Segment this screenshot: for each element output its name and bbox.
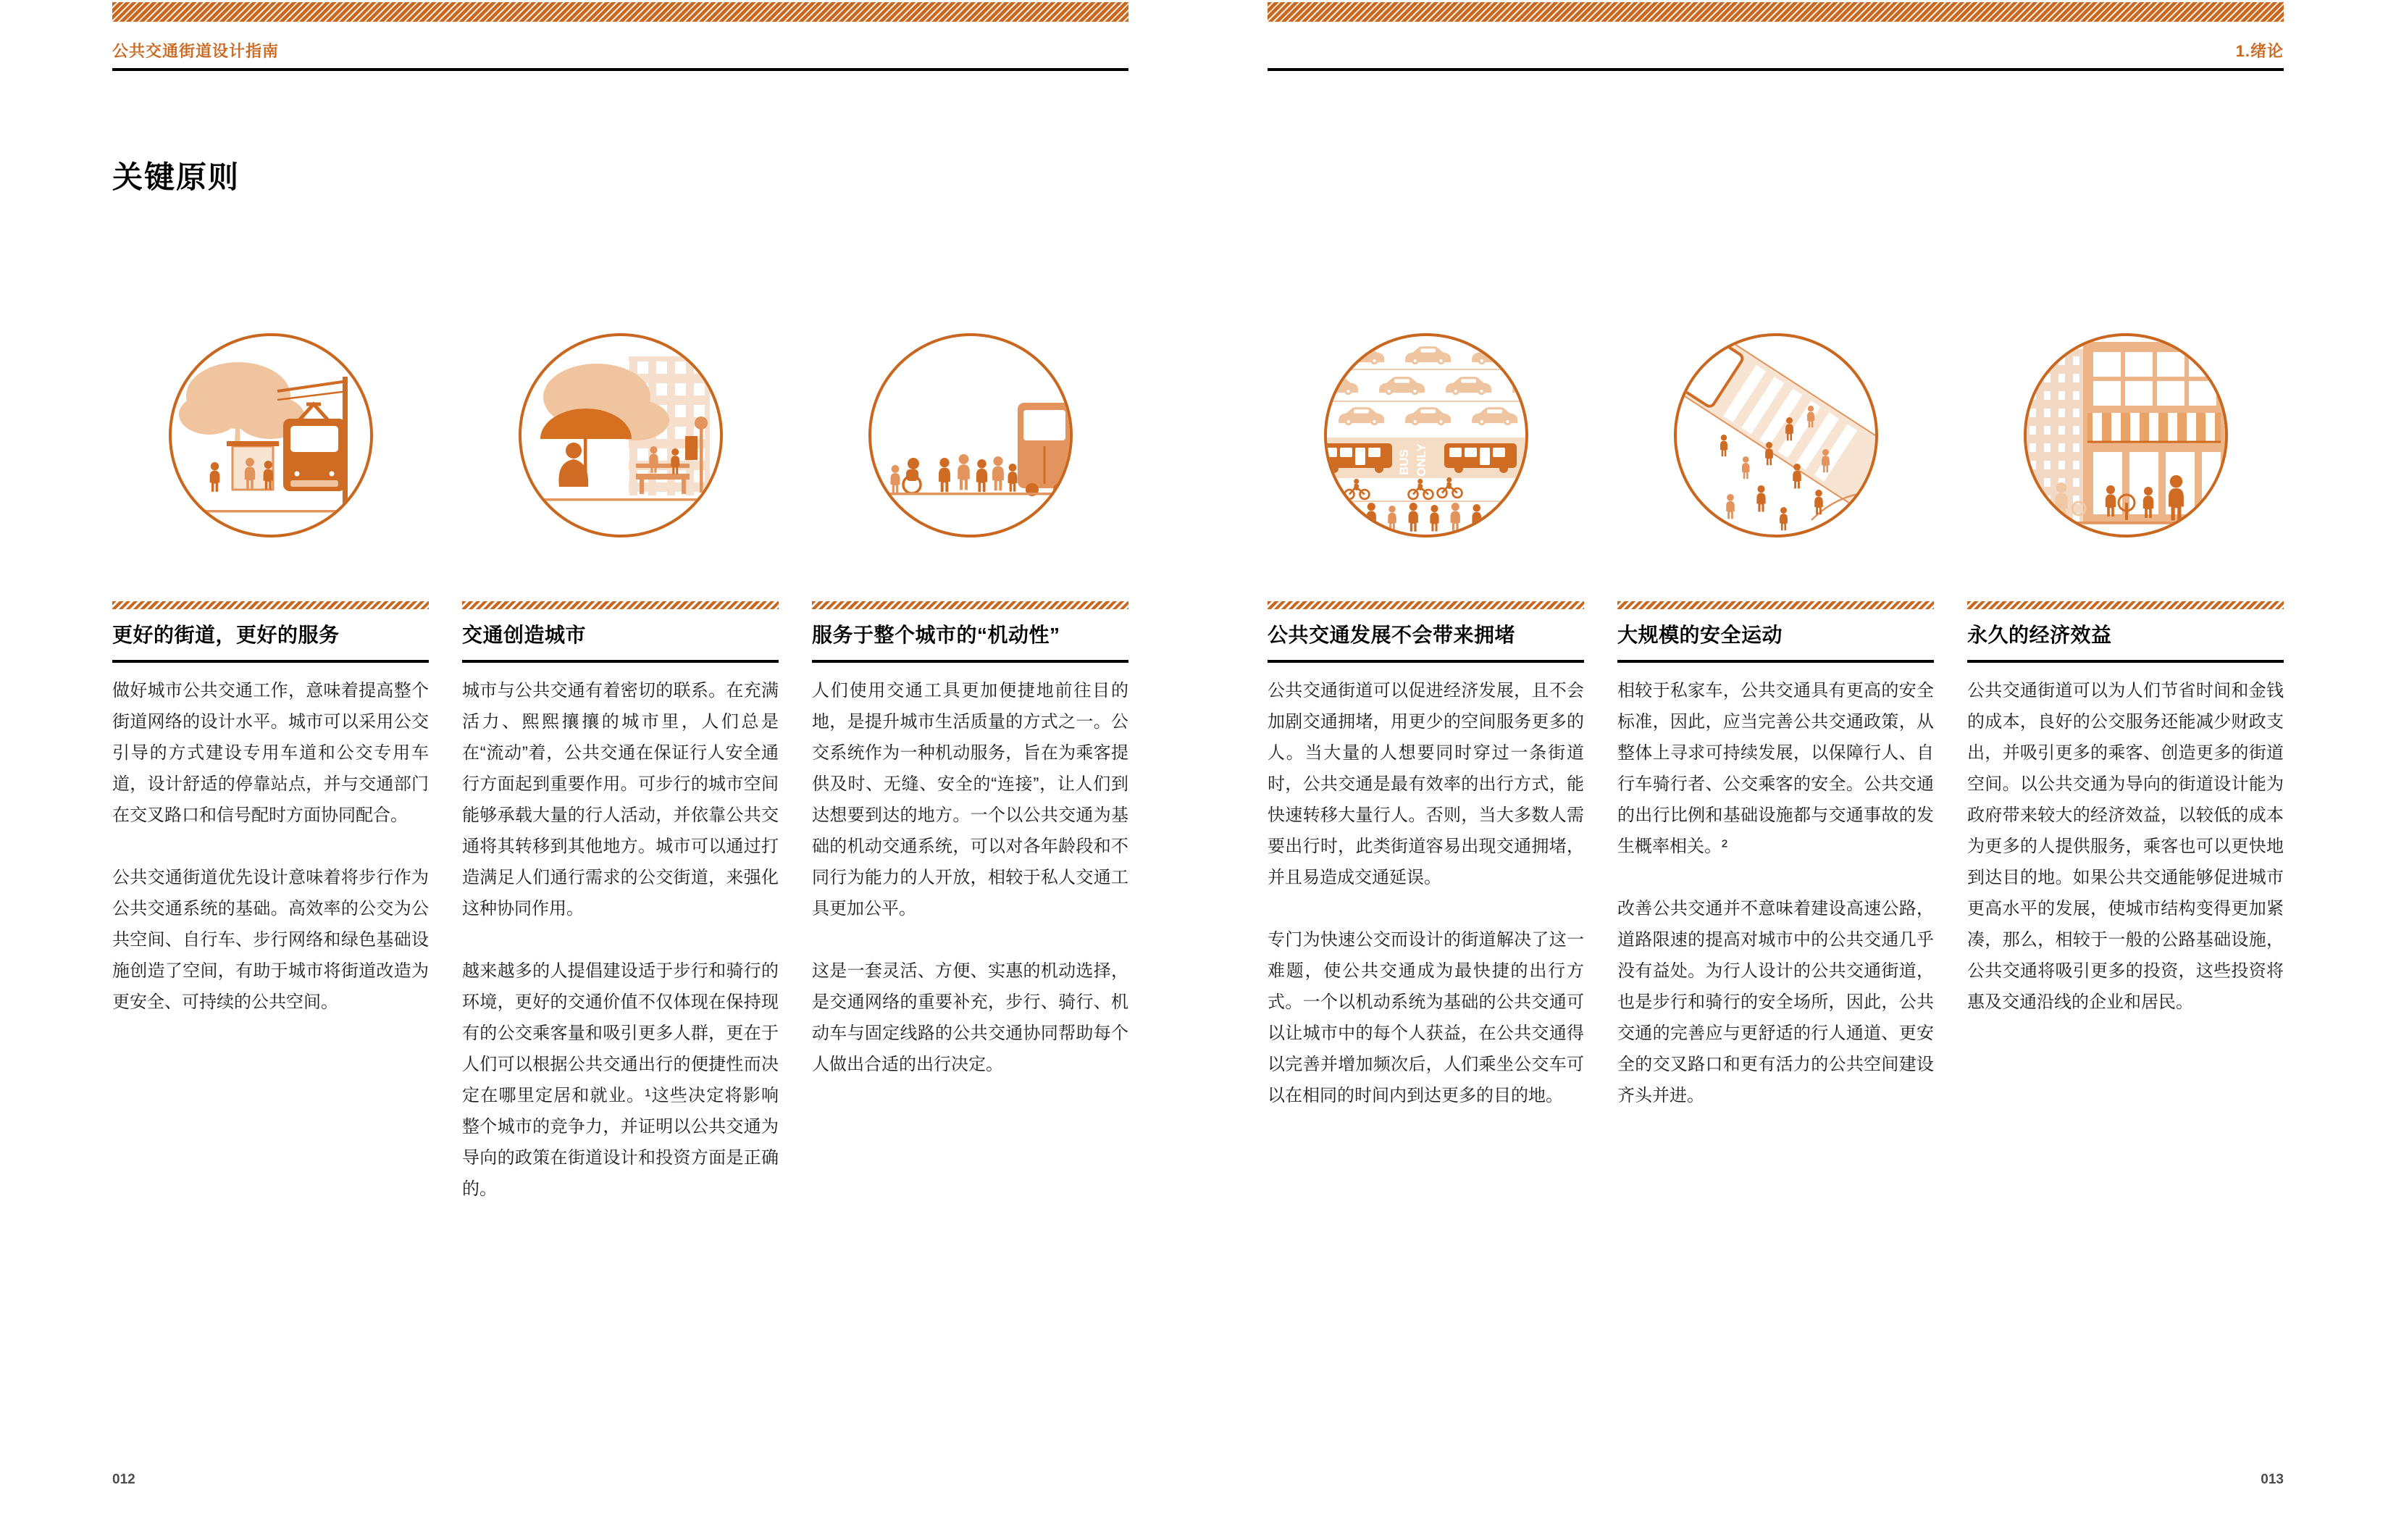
running-header-left: 公共交通街道设计指南	[112, 42, 280, 60]
section-hatch-bar	[462, 601, 779, 609]
section-paragraph: 这是一套灵活、方便、实惠的机动选择，是交通网络的重要补充，步行、骑行、机动车与固定线路的公共交通协同帮助每个人做出合适的出行决定。	[812, 961, 1128, 1074]
section-hatch-bar	[1967, 601, 2284, 609]
running-header-right: 1.绪论	[2235, 42, 2284, 60]
intersection-illustration	[1674, 333, 1878, 537]
intersection-crosswalk-icon	[1677, 336, 1875, 535]
storefront-illustration	[2024, 333, 2228, 537]
storefront-cafe-icon	[2027, 336, 2225, 535]
transit-stop-illustration	[868, 333, 1073, 537]
bus-lane-word: ONLY	[1414, 443, 1428, 477]
section-better-streets	[112, 333, 429, 1205]
section-hatch-bar	[1617, 601, 1934, 609]
section-paragraph: 公共交通街道可以为人们节省时间和金钱的成本，良好的公交服务还能减少财政支出，并吸引更多的乘客、创造更多的街道空间。以公共交通为导向的街道设计能为政府带来较大的经济效益，以较低的成本为更多的人提供服务，乘客也可以更快地到达目的地。如果公共交通能够促进城市更高水平的发展，使城市结构变得更加紧凑，那么，相较于一般的公路基础设施，公共交通将吸引更多的投资，这些投资将惠及交通沿线的企业和居民。	[1967, 681, 2284, 1012]
section-rule	[1617, 660, 1934, 663]
bus-lane-word: BUS	[1396, 449, 1411, 475]
section-paragraph: 改善公共交通并不意味着建设高速公路，道路限速的提高对城市中的公共交通几乎没有益处。为行人设计的公共交通街道，也是步行和骑行的安全场所，因此，公共交通的完善应与更舒适的行人通道、更安全的交叉路口和更有活力的公共空间建设齐头并进。	[1617, 899, 1934, 1105]
section-rule	[812, 660, 1128, 663]
page-left	[112, 0, 1128, 1540]
bus-only-lane-icon	[1327, 336, 1525, 535]
section-hatch-bar	[812, 601, 1128, 609]
section-citywide-mobility	[812, 333, 1128, 1205]
section-rule	[1268, 660, 1584, 663]
header-rule	[1268, 68, 2284, 71]
section-paragraph: 人们使用交通工具更加便捷地前往目的地，是提升城市生活质量的方式之一。公交系统作为一种机动服务，旨在为乘客提供及时、无缝、安全的“连接”，让人们到达想要到达的地方。一个以公共交通为基础的机动交通系统，可以对各年龄段和不同行为能力的人开放，相较于私人交通工具更加公平。	[812, 681, 1128, 918]
bus-lane-illustration	[1324, 333, 1528, 537]
left-columns	[112, 333, 1128, 1205]
section-rule	[1967, 660, 2284, 663]
top-hatch-bar	[112, 2, 1128, 22]
section-rule	[112, 660, 429, 663]
page-number-left: 012	[112, 1472, 135, 1487]
section-economic-benefits	[1967, 333, 2284, 1111]
section-paragraph: 公共交通街道优先设计意味着将步行作为公共交通系统的基础。高效率的公交为公共空间、自行车、步行网络和绿色基础设施创造了空间，有助于城市将街道改造为更安全、可持续的公共空间。	[112, 868, 429, 1012]
section-paragraph: 做好城市公共交通工作，意味着提高整个街道网络的设计水平。城市可以采用公交引导的方式建设专用车道和公交专用车道，设计舒适的停靠站点，并与交通部门在交叉路口和信号配时方面协同配合。	[112, 681, 429, 825]
section-paragraph: 城市与公共交通有着密切的联系。在充满活力、熙熙攘攘的城市里，人们总是在“流动”着，公共交通在保证行人安全通行方面起到重要作用。可步行的城市空间能够承载大量的行人活动，并依靠公共交通将其转移到其他地方。城市可以通过打造满足人们通行需求的公交街道，来强化这种协同作用。	[462, 681, 779, 918]
tram-stop-illustration	[169, 333, 373, 537]
section-paragraph: 公共交通街道可以促进经济发展，且不会加剧交通拥堵，用更少的空间服务更多的人。当大量的人想要同时穿过一条街道时，公共交通是最有效率的出行方式，能快速转移大量行人。否则，当大多数人需要出行时，此类街道容易出现交通拥堵，并且易造成交通延误。	[1268, 681, 1584, 887]
page-title: 关键原则	[112, 160, 240, 194]
right-columns	[1268, 333, 2284, 1111]
section-paragraph: 专门为快速公交而设计的街道解决了这一难题，使公共交通成为最快捷的出行方式。一个以机动系统为基础的公共交通可以让城市中的每个人获益，在公共交通得以完善并增加频次后，人们乘坐公交车可以在相同的时间内到达更多的目的地。	[1268, 930, 1584, 1105]
section-heading: 大规模的安全运动	[1617, 624, 1783, 646]
section-no-congestion	[1268, 333, 1584, 1111]
street-life-illustration	[519, 333, 723, 537]
top-hatch-bar	[1268, 2, 2284, 22]
section-transit-creates-cities	[462, 333, 779, 1205]
section-heading: 服务于整个城市的“机动性”	[812, 624, 1060, 646]
section-rule	[462, 660, 779, 663]
section-heading: 交通创造城市	[462, 624, 587, 646]
section-heading: 永久的经济效益	[1967, 624, 2112, 646]
section-heading: 更好的街道，更好的服务	[112, 624, 340, 646]
section-paragraph: 相较于私家车，公共交通具有更高的安全标准，因此，应当完善公共交通政策，从整体上寻求可持续发展，以保障行人、自行车骑行者、公交乘客的安全。公共交通的出行比例和基础设施都与交通事故的发生概率相关。²	[1617, 681, 1934, 856]
section-paragraph: 越来越多的人提倡建设适于步行和骑行的环境，更好的交通价值不仅体现在保持现有的公交乘客量和吸引更多人群，更在于人们可以根据公共交通出行的便捷性而决定在哪里定居和就业。¹这些决定将影响整个城市的竞争力，并证明以公共交通为导向的政策在街道设计和投资方面是正确的。	[462, 961, 779, 1199]
section-hatch-bar	[1268, 601, 1584, 609]
section-heading: 公共交通发展不会带来拥堵	[1268, 624, 1516, 646]
tram-stop-icon	[172, 336, 370, 535]
street-life-icon	[521, 336, 720, 535]
header-rule	[112, 68, 1128, 71]
section-safety-in-numbers	[1617, 333, 1934, 1111]
section-hatch-bar	[112, 601, 429, 609]
transit-stop-icon	[871, 336, 1070, 535]
page-number-right: 013	[2261, 1472, 2284, 1487]
page-right	[1268, 0, 2284, 1540]
